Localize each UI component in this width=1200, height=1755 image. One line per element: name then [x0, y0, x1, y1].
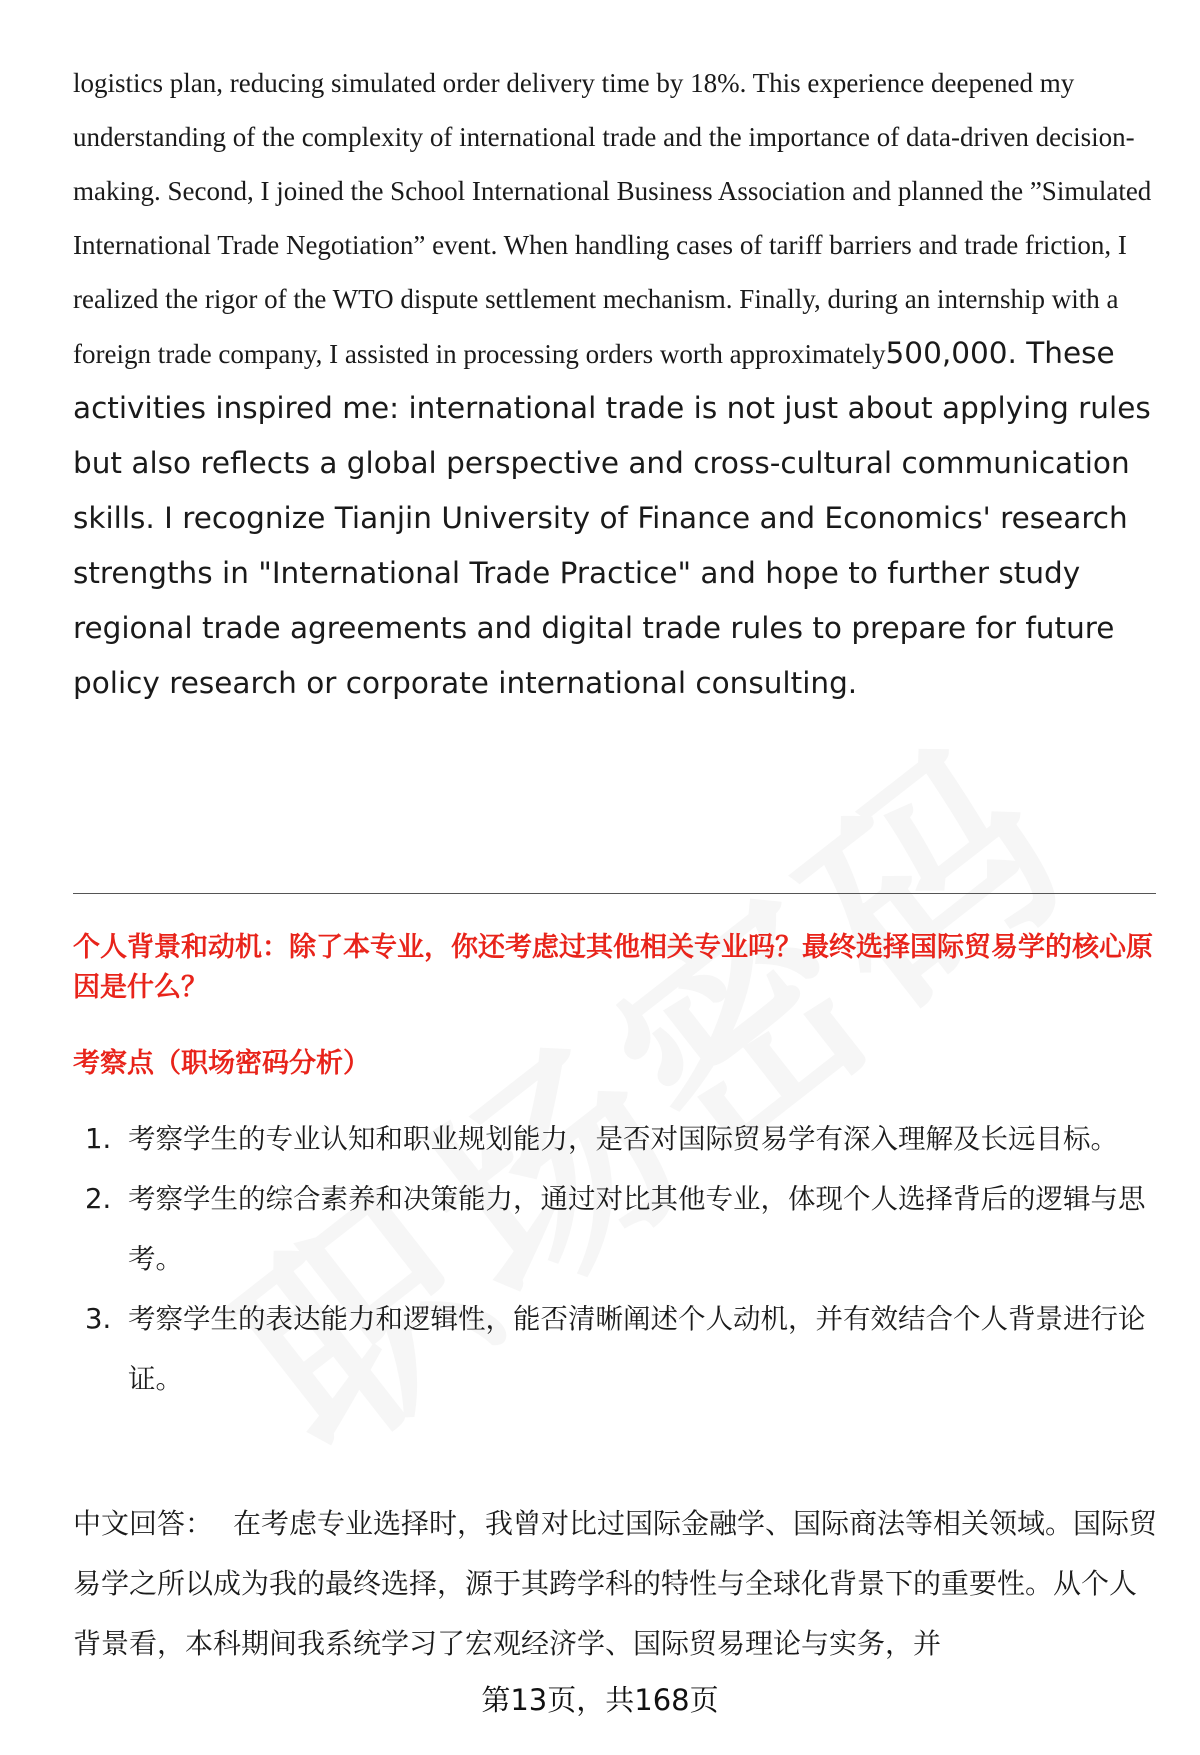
section-divider: [73, 893, 1156, 894]
english-answer-serif-text: [73, 56, 1153, 711]
list-item-number: 3.: [85, 1303, 112, 1335]
list-item: [80, 1109, 1160, 1169]
list-item-text: 考察学生的表达能力和逻辑性，能否清晰阐述个人动机，并有效结合个人背景进行论证。: [128, 1303, 1146, 1395]
chinese-answer-text: 在考虑专业选择时，我曾对比过国际金融学、国际商法等相关领域。国际贸易学之所以成为我的最终选择，源于其跨学科的特性与全球化背景下的重要性。从个人背景看，本科期间我系统学习了宏观经济学、国际贸易理论与实务，并: [73, 1507, 1158, 1660]
list-item: [80, 1169, 1160, 1289]
english-sans-inline: 500,000. These activities inspired me: international trade is not just about applying rules but also reflects a global perspective and cross-cultural communication skills. I recognize Tianjin University of Finance and Economics' research strengths in "International Trade Practice" and hope to further study regional trade agreements and digital trade rules to prepare for future policy research or corporate international consulting.: [73, 336, 1151, 700]
page-footer: 第13页，共168页: [481, 1683, 719, 1717]
chinese-answer: [73, 1494, 1163, 1674]
english-serif-span: logistics plan, reducing simulated order delivery time by 18%. This experience deepened my understanding of the complexity of international trade and the importance of data-driven decision-making. Second, I joined the School International Business Association and planned the ”Simulated International Trade Negotiation” event. When handling cases of tariff barriers and trade friction, I realized the rigor of the WTO dispute settlement mechanism. Finally, during an internship with a foreign trade company, I assisted in processing orders worth approximately: [73, 68, 1152, 369]
question-title: 个人背景和动机：除了本专业，你还考虑过其他相关专业吗？最终选择国际贸易学的核心原因是什么？: [73, 932, 1153, 1003]
list-item-number: 1.: [85, 1123, 112, 1155]
chinese-answer-label: 中文回答：: [73, 1507, 214, 1540]
list-item-number: 2.: [85, 1183, 112, 1215]
list-item-text: 考察学生的专业认知和职业规划能力，是否对国际贸易学有深入理解及长远目标。: [128, 1123, 1118, 1155]
analysis-section-label: 考察点（职场密码分析）: [73, 1048, 370, 1079]
list-item: [80, 1289, 1160, 1409]
analysis-points-list: [80, 1109, 1160, 1409]
list-item-text: 考察学生的综合素养和决策能力，通过对比其他专业，体现个人选择背后的逻辑与思考。: [128, 1183, 1146, 1275]
